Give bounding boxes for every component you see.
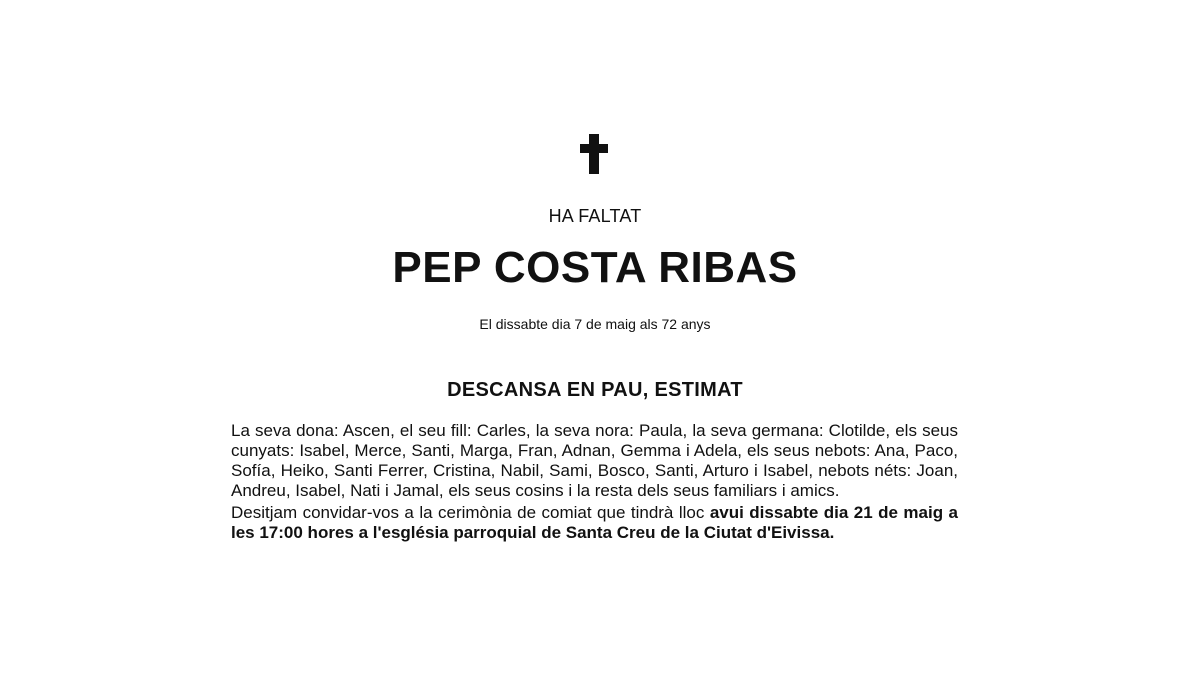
rest-in-peace-line: DESCANSA EN PAU, ESTIMAT [447,379,743,401]
family-paragraph: La seva dona: Ascen, el seu fill: Carles, la seva nora: Paula, la seva germana: Clotilde, els seus cunyats: Isabel, Merce, Santi, Marga, Fran, Adnan, Gemma i Adela, els seus nebots: Ana, Paco, Sofía, Heiko, Santi Ferrer, Cristina, Nabil, Sami, Bosco, Santi, Arturo i Isabel, nebots néts: Joan, Andreu, Isabel, Nati i Jamal, els seus cosins i la resta dels seus familiars i amics. [231,421,958,500]
notice-body [231,421,958,543]
invitation-text: Desitjam convidar-vos a la cerimònia de comiat que tindrà lloc [231,503,705,522]
ceremony-details: avui dissabte dia 21 de maig a les 17:00 hores a l'església parroquial de Santa Creu de la Ciutat d'Eivissa. [231,503,958,542]
invitation-paragraph [231,503,958,543]
deceased-name: PEP COSTA RIBAS [392,243,798,292]
lead-text: HA FALTAT [548,206,642,226]
cross-icon [580,134,608,174]
date-line: El dissabte dia 7 de maig als 72 anys [479,316,711,332]
